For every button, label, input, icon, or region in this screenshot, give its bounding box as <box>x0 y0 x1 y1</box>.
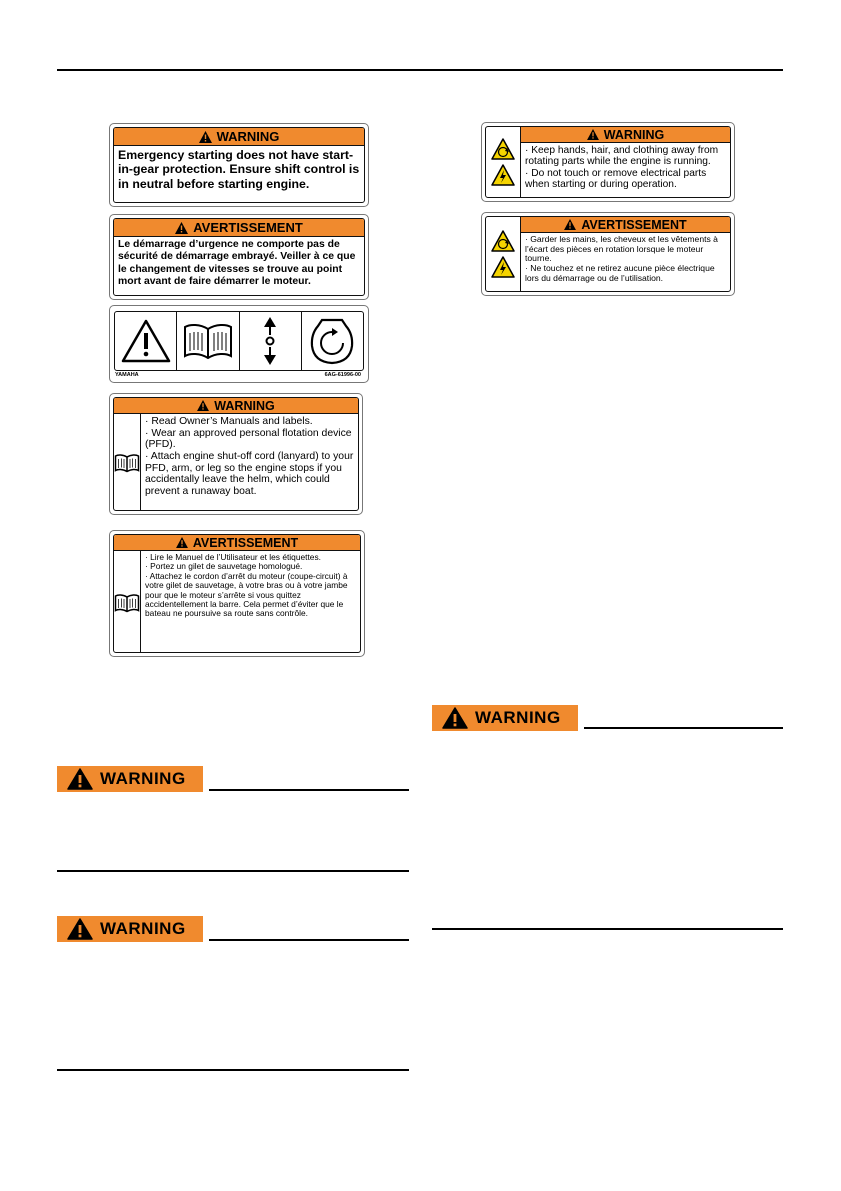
label-bullet-item: · Attach engine shut-off cord (lanyard) to your PFD, arm, or leg so the engine stops if you accidentally leave the helm, which could prevent a runaway boat. <box>145 450 354 497</box>
label-bullet-list <box>521 233 730 285</box>
warning-rule-top <box>584 727 783 729</box>
warning-rule-bottom <box>57 1069 409 1071</box>
label-bullet-item: · Wear an approved personal flotation device (PFD). <box>145 427 352 451</box>
label-heading: AVERTISSEMENT <box>521 217 730 233</box>
warning-triangle-icon <box>67 918 93 940</box>
electric-shock-icon <box>491 256 515 278</box>
label-text: Le démarrage d’urgence ne comporte pas de sécurité de démarrage embrayé. Veiller à ce que le changement de vitesses se trouve au point mort avant de faire démarrer le moteur. <box>118 239 356 288</box>
label-pictograms <box>109 305 369 383</box>
part-code: 6AG-61996-00 <box>324 372 361 378</box>
label-bullet-item: · Attachez le cordon d’arrêt du moteur (coupe-circuit) à votre gilet de sauvetage, à votre bras ou à votre jambe pour que le moteur s’arrête si vous quittez accidentellement la barre. Cela permet d’éviter que le bateau ne poursuive sa route sans contrôle. <box>145 570 348 619</box>
electric-shock-icon <box>491 164 515 186</box>
hazard-icon-column <box>486 217 521 291</box>
warning-triangle-icon <box>199 131 212 143</box>
label-bullet-list <box>141 414 358 511</box>
warning-triangle-icon <box>564 219 576 230</box>
label-heading: AVERTISSEMENT <box>114 535 360 551</box>
warning-rule-top <box>209 939 409 941</box>
label-bullet-list <box>521 143 730 193</box>
label-bullet-item: · Ne touchez et ne retirez aucune pièce électrique lors du démarrage ou de l’utilisation. <box>525 262 715 283</box>
label-bullet-item: · Read Owner’s Manuals and labels. <box>145 416 313 427</box>
engine-start-icon <box>302 312 363 370</box>
label-bullet-list <box>141 551 360 653</box>
shift-neutral-icon <box>240 312 302 370</box>
label-warning-emergency-start <box>109 123 369 207</box>
warning-triangle-icon <box>176 537 188 548</box>
warning-rule-bottom <box>432 928 783 930</box>
label-heading: WARNING <box>114 128 364 146</box>
label-bullet-item: · Lire le Manuel de l’Utilisateur et les étiquettes. <box>145 552 321 562</box>
manual-book-icon <box>114 414 141 511</box>
label-bullet-item: · Keep hands, hair, and clothing away from rotating parts while the engine is running. <box>525 145 719 168</box>
label-text: Emergency starting does not have start-in-gear protection. Ensure shift control is in neutral before starting engine. <box>118 148 360 191</box>
label-warning-rotating-parts <box>481 122 735 202</box>
label-heading: AVERTISSEMENT <box>114 219 364 237</box>
warning-triangle-icon <box>442 707 468 729</box>
label-heading: WARNING <box>521 127 730 143</box>
label-bullet-item: · Garder les mains, les cheveux et les vêtements à l’écart des pièces en rotation lorsque le moteur tourne. <box>525 234 718 264</box>
warning-badge: WARNING <box>432 705 578 731</box>
manual-book-icon <box>177 312 239 370</box>
warning-rule-top <box>209 789 409 791</box>
manual-book-icon <box>114 551 141 653</box>
caution-triangle-icon <box>115 312 177 370</box>
brand-text: YAMAHA <box>115 372 139 378</box>
warning-triangle-icon <box>175 222 188 234</box>
label-avertissement-demarrage <box>109 214 369 300</box>
warning-triangle-icon <box>587 129 599 140</box>
warning-triangle-icon <box>197 400 209 411</box>
label-heading: WARNING <box>114 398 358 414</box>
hazard-icon-column <box>486 127 521 197</box>
label-avertissement-manuels <box>109 530 365 657</box>
label-avertissement-pieces-rotation <box>481 212 735 296</box>
rotating-parts-icon <box>491 138 515 160</box>
warning-triangle-icon <box>67 768 93 790</box>
label-bullet-item: · Portez un gilet de sauvetage homologué. <box>145 561 303 572</box>
warning-badge: WARNING <box>57 916 203 942</box>
label-bullet-item: · Do not touch or remove electrical parts when starting or during operation. <box>525 167 707 191</box>
warning-rule-bottom <box>57 870 409 872</box>
rotating-parts-icon <box>491 230 515 252</box>
header-rule <box>57 69 783 71</box>
label-warning-read-manuals <box>109 393 363 515</box>
warning-badge: WARNING <box>57 766 203 792</box>
